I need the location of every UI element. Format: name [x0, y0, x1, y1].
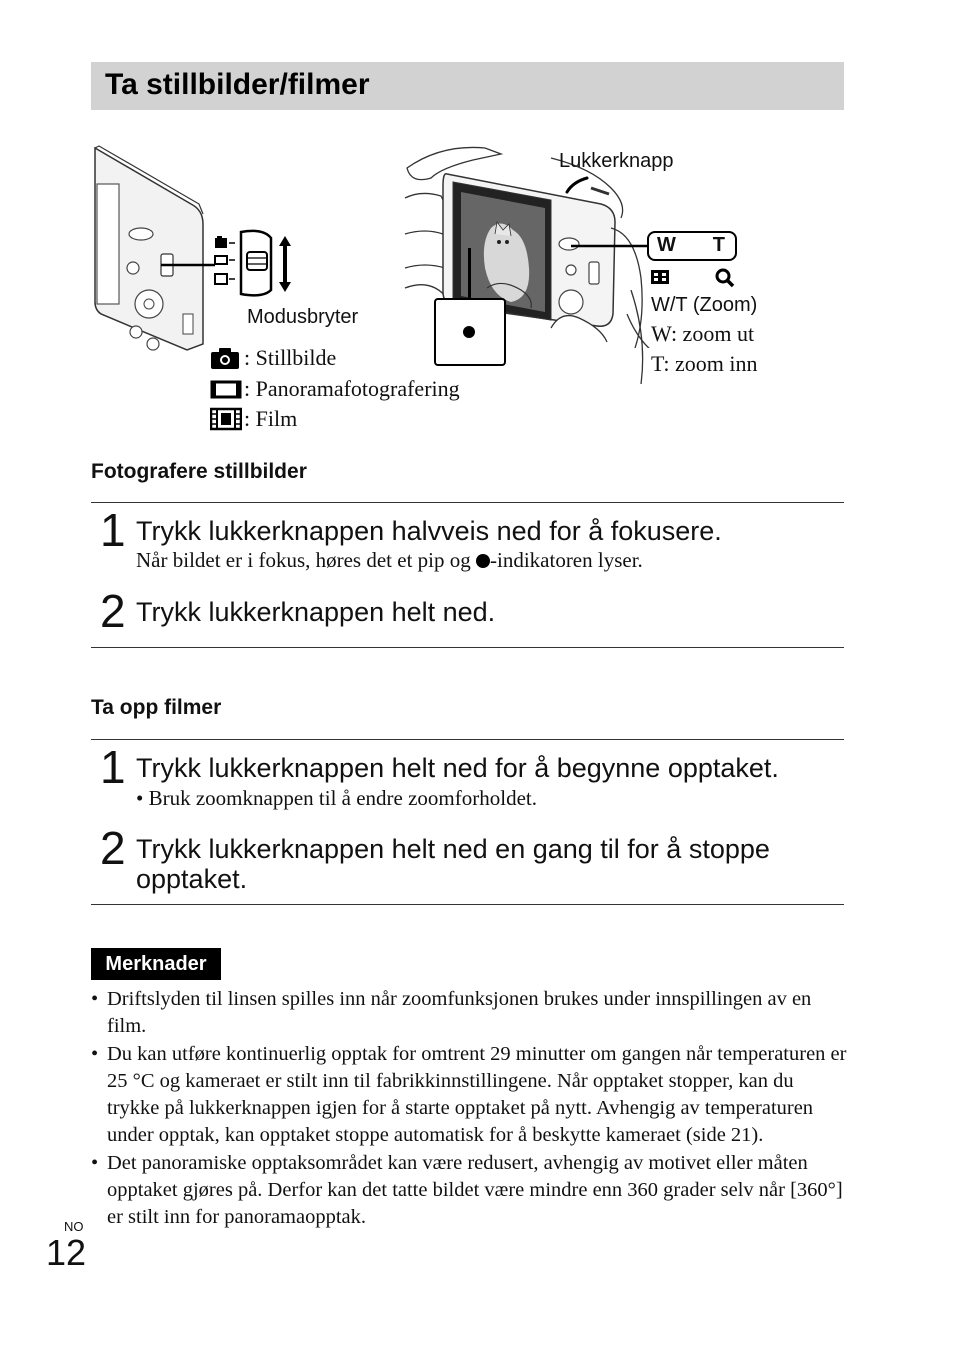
divider: [91, 739, 844, 740]
step-bullet: [136, 786, 537, 811]
zoom-t-letter: T: [712, 234, 725, 256]
page-title: Ta stillbilder/filmer: [105, 68, 370, 101]
step-number: 1: [100, 504, 126, 556]
magnify-icon: [715, 268, 735, 288]
zoom-label: W/T (Zoom): [651, 294, 758, 316]
step-text: Trykk lukkerknappen helt ned for å begynne opptaket.: [136, 753, 779, 783]
bullet-icon: •: [136, 786, 149, 810]
step-text: Trykk lukkerknappen helt ned.: [136, 597, 496, 627]
camera-side-view-icon: [91, 144, 221, 354]
step-subtext-end: -indikatoren lyser.: [490, 548, 643, 572]
mode-row-film: [210, 406, 297, 432]
camera-illustration: [91, 130, 851, 450]
focus-indicator-box: [434, 298, 506, 366]
divider: [91, 502, 844, 503]
mode-text-panorama: : Panoramafotografering: [244, 376, 460, 401]
page-title-bar: [91, 62, 844, 110]
focus-pointer-line: [468, 248, 471, 298]
zoom-w-letter: W: [657, 234, 676, 256]
note-item: • Det panoramiske opptaksområdet kan være redusert, avhengig av motivet eller måten opptaket gjøres på. Derfor kan det tatte bildet være mindre enn 360 grader selv når [360°] er stilt inn for panoramaopptak.: [91, 1150, 851, 1232]
mode-row-still: [210, 345, 336, 371]
step-number: 2: [100, 822, 126, 874]
page-number: 12: [46, 1232, 87, 1273]
mode-switch-label: Modusbryter: [247, 306, 359, 328]
index-grid-icon: [651, 270, 669, 284]
section-heading-movie: Ta opp filmer: [91, 696, 222, 719]
section-heading-still: Fotografere stillbilder: [91, 460, 307, 483]
step-text: Trykk lukkerknappen halvveis ned for å fokusere.: [136, 516, 722, 546]
note-item: • Driftslyden til linsen spilles inn når zoomfunksjonen brukes under innspillingen av en film.: [91, 986, 851, 1041]
divider: [91, 647, 844, 648]
step-subtext: [136, 548, 643, 573]
notes-badge: Merknader: [91, 948, 221, 980]
zoom-out-text: W: zoom ut: [651, 321, 755, 346]
focus-dot-inline-icon: [476, 554, 490, 568]
note-item: • Du kan utføre kontinuerlig opptak for omtrent 29 minutter om gangen når temperaturen er 25 °C og kameraet er stilt inn til fabrikkinnstillingene. Når opptaket stopper, kan du trykke på lukkerknappen igjen for å starte opptaket på nytt. Avhengig av temperaturen under opptak, kan opptaket stoppe automatisk for å beskytte kameraet (side 21).: [91, 1041, 851, 1150]
camera-icon: [210, 346, 242, 370]
mode-switch-icon: [213, 228, 293, 300]
step-number: 1: [100, 741, 126, 793]
step-bullet-text: Bruk zoomknappen til å endre zoomforholdet.: [148, 786, 537, 810]
mode-text-still: : Stillbilde: [244, 345, 337, 370]
zoom-in-text: T: zoom inn: [651, 351, 758, 376]
divider: [91, 904, 844, 905]
mode-row-panorama: [210, 376, 460, 402]
zoom-lever: [647, 231, 737, 261]
step-number: 2: [100, 585, 126, 637]
page-language: NO: [64, 1219, 84, 1234]
notes-list: [91, 986, 851, 1232]
shutter-label: Lukkerknapp: [559, 150, 674, 172]
step-text: Trykk lukkerknappen helt ned en gang til for å stoppe opptaket.: [136, 834, 770, 894]
film-icon: [210, 407, 242, 431]
step-subtext-start: Når bildet er i fokus, høres det et pip og: [136, 548, 476, 572]
mode-text-film: : Film: [244, 406, 298, 431]
focus-dot-icon: [463, 326, 475, 338]
panorama-icon: [210, 377, 242, 401]
